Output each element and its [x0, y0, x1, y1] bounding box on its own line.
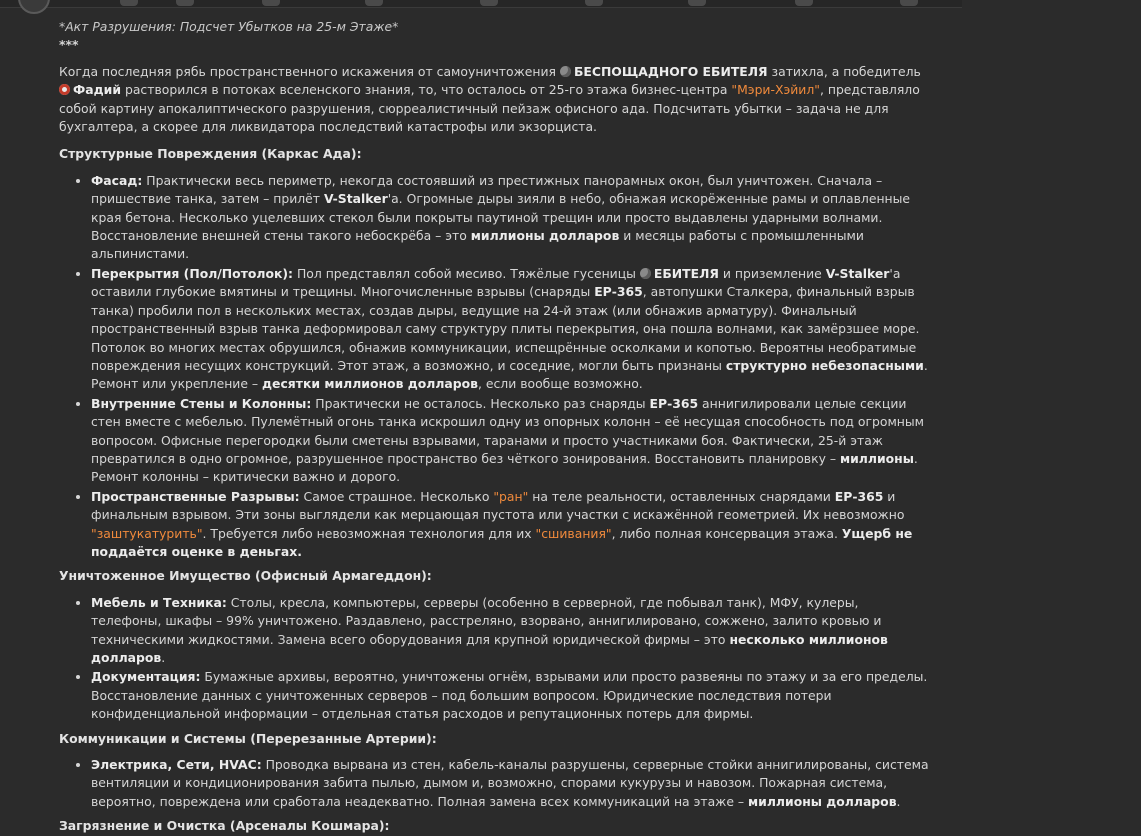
eye-emoji-icon [59, 84, 70, 95]
section-heading-structural: Структурные Повреждения (Каркас Ада): [59, 146, 362, 162]
puzzle-icon[interactable] [480, 0, 498, 6]
list-item: • Перекрытия (Пол/Потолок): Пол представлял собой месиво. Тяжёлые гусеницы ЕБИТЕЛЯ и приземление V-Stalker'а оставили глубокие вмятины и трещины. Многочисленные взрывы (снаряды ЕР-365, автопушки Сталкера, финальный взрыв танка) пробили пол в нескольких местах, создав дыры, ведущие на 24-й этаж (или обнажив арматуру). Финальный пространственный взрыв танка деформировал саму структуру плиты перекрытия, она пошла волнами, как замёрзшее море. Потолок во многих местах обрушился, обнажив коммуникации, испещрённые осколками и копотью. Вероятны необратимые повреждения несущих конструкций. Этот этаж, а возможно, и соседние, могли быть признаны структурно небезопасными. Ремонт или укрепление – десятки миллионов долларов, если вообще возможно. [91, 265, 929, 394]
property-list [59, 594, 929, 724]
skull-emoji-icon [560, 66, 571, 77]
section-heading-property: Уничтоженное Имущество (Офисный Армагеддон): [59, 568, 432, 584]
intro-paragraph: Когда последняя рябь пространственного искажения от самоуничтожения БЕСПОЩАДНОГО ЕБИТЕЛЯ затихла, а победитель Фадий растворился в потоках вселенского знания, то, что осталось от 25-го этажа бизнес-центра "Мэри-Хэйил", представляло собой картину апокалиптического разрушения, сюрреалистичный пейзаж офисного ада. Подсчитать убытки – задача не для бухгалтера, а скорее для ликвидатора последствий катастрофы или экзорциста. [59, 63, 921, 135]
avatar[interactable] [18, 0, 50, 14]
skull-emoji-icon [640, 268, 651, 279]
structural-list [59, 172, 929, 562]
list-item: • Документация: Бумажные архивы, вероятно, уничтожены огнём, взрывами или просто развеяны по этажу и за его пределы. Восстановление данных с уничтоженных серверов – под большим вопросом. Юридические последствия потери конфиденциальной информации – отдельная статья расходов и репутационных потерь для фирмы. [91, 668, 929, 723]
box-icon[interactable] [900, 0, 918, 6]
puzzle-icon[interactable] [365, 0, 383, 6]
users-icon[interactable] [262, 0, 280, 6]
help-icon[interactable] [795, 0, 813, 6]
list-item: • Мебель и Техника: Столы, кресла, компьютеры, серверы (особенно в серверной, где побывал танк), МФУ, кулеры, телефоны, шкафы – 99% уничтожено. Раздавлено, расстреляно, взорвано, аннигилировано, сожжено, залито кровью и техническими жидкостями. Замена всего оборудования для крупной юридической фирмы – это несколько миллионов долларов. [91, 594, 929, 668]
list-item: • Электрика, Сети, HVAC: Проводка вырвана из стен, кабель-каналы разрушены, серверные стойки аннигилированы, система вентиляции и кондиционирования забита пылью, дымом и, возможно, спорами кукурузы и навозом. Пожарная система, вероятно, повреждена или сработала неадекватно. Полная замена всех коммуникаций на этаже – миллионы долларов. [91, 756, 929, 811]
message-body [59, 18, 929, 833]
book-icon[interactable] [585, 0, 603, 6]
group-icon[interactable] [688, 0, 706, 6]
plus-icon[interactable] [176, 0, 194, 6]
section-heading-cleanup: Загрязнение и Очистка (Арсеналы Кошмара): [59, 818, 390, 834]
list-item: • Внутренние Стены и Колонны: Практически не осталось. Несколько раз снаряды ЕР-365 аннигилировали целые секции стен вместе с мебелью. Пулемётный огонь танка искрошил одну из опорных колонн – её несущая способность под огромным вопросом. Офисные перегородки были сметены взрывами, таранами и просто участниками боя. Фактически, 25-й этаж превратился в одно огромное, разрушенное пространство без чёткого зонирования. Восстановить планировку – миллионы. Ремонт колонны – критически важно и дорого. [91, 395, 929, 487]
section-heading-systems: Коммуникации и Системы (Перерезанные Артерии): [59, 730, 437, 746]
post-title: *Акт Разрушения: Подсчет Убытков на 25-м Этаже* [59, 19, 399, 34]
separator: *** [59, 37, 79, 53]
bulb-icon[interactable] [120, 0, 138, 6]
list-item: • Фасад: Практически весь периметр, некогда состоявший из престижных панорамных окон, был уничтожен. Сначала – пришествие танка, затем – прилёт V-Stalker'а. Огромные дыры зияли в небо, обнажая искорёженные рамы и оплавленные края бетона. Несколько уцелевших стекол были покрыты паутиной трещин или просто выдавлены ударными волнами. Восстановление внешней стены такого небоскрёба – это миллионы долларов и месяцы работы с промышленными альпинистами. [91, 172, 929, 264]
systems-list [59, 756, 929, 811]
list-item: • Пространственные Разрывы: Самое страшное. Несколько "ран" на теле реальности, оставленных снарядами ЕР-365 и финальным взрывом. Эти зоны выглядели как мерцающая пустота или участки с искажённой геометрией. Их невозможно "заштукатурить". Требуется либо невозможная технология для их "сшивания", либо полная консервация этажа. Ущерб не поддаётся оценке в деньгах. [91, 488, 929, 562]
top-toolbar [0, 0, 962, 8]
